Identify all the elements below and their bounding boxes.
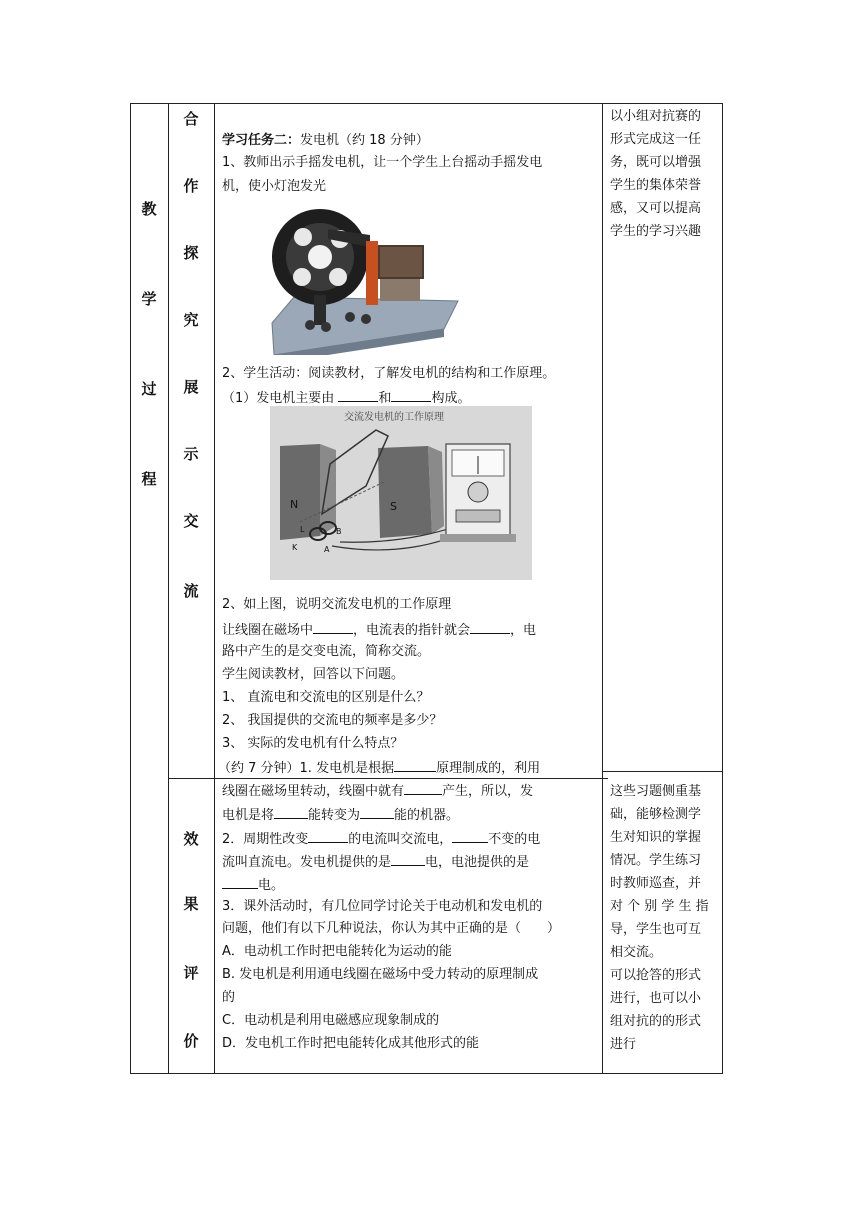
reading-instruction: 学生阅读教材，回答以下问题。 (222, 667, 405, 682)
q1-text-c: 构成。 (431, 391, 471, 406)
note-line: 形式完成这一任 (610, 132, 702, 147)
exercise1-line2 (222, 780, 533, 801)
note-line: 进行，也可以小 (610, 991, 702, 1006)
section1-label-char: 流 (183, 582, 199, 600)
task-title-text: 发电机（约 18 分钟） (300, 133, 429, 148)
answer-blank[interactable] (308, 828, 348, 843)
step3-line1: 2、如上图，说明交流发电机的工作原理 (222, 597, 452, 612)
answer-blank[interactable] (452, 828, 488, 843)
section1-label-char: 展 (183, 378, 199, 396)
section1-label-char: 交 (183, 512, 199, 530)
magnet-label-s: S (390, 500, 397, 513)
exercise2-line2 (222, 851, 529, 872)
section1-label-char: 合 (183, 110, 199, 128)
ex1-text-a: （约 7 分钟）1. 发电机是根据 (218, 761, 395, 776)
table-right-border (722, 103, 723, 1074)
answer-blank[interactable] (404, 780, 442, 795)
section2-label-char: 评 (183, 964, 199, 982)
magnet-label-n: N (290, 498, 299, 511)
exercise2-line1 (222, 828, 540, 849)
note-line: 感，又可以提高 (610, 201, 702, 216)
column-divider-2 (214, 103, 215, 1074)
step3-text-a: 让线圈在磁场中 (222, 623, 314, 638)
note-line: 可以抢答的形式 (610, 968, 702, 983)
note-line: 这些习题侧重基 (610, 784, 702, 799)
note-line: 时教师巡查，并 (610, 876, 702, 891)
exercise1-line1 (218, 757, 540, 778)
brush-label-l: L (300, 525, 305, 534)
note-line: 组对抗的的形式 (610, 1014, 702, 1029)
reading-question: 2、 我国提供的交流电的频率是多少？ (222, 713, 443, 728)
ex1-line2-text-a: 线圈在磁场里转动，线圈中就有 (222, 784, 405, 799)
section1-label-char: 示 (183, 445, 199, 463)
ex1-text-b: 原理制成的，利用 (436, 761, 541, 776)
option-b-line2[interactable]: 的 (222, 990, 236, 1005)
question-structure (222, 387, 470, 408)
section1-label-char: 探 (183, 244, 199, 262)
note-line: 生对知识的掌握 (610, 830, 702, 845)
section1-label-char: 究 (183, 311, 199, 329)
task-title-label: 学习任务二： (222, 133, 301, 148)
section2-label-char: 价 (183, 1032, 199, 1050)
table-top-border (130, 103, 723, 104)
table-left-border (130, 103, 131, 1074)
reading-question: 3、 实际的发电机有什么特点？ (222, 736, 404, 751)
row-divider-right (602, 771, 723, 772)
answer-blank[interactable] (391, 387, 431, 402)
option-d[interactable]: D．发电机工作时把电能转化成其他形式的能 (222, 1036, 480, 1051)
note-line: 进行 (610, 1037, 637, 1052)
answer-blank[interactable] (274, 804, 308, 819)
step3-line3: 路中产生的是交变电流，简称交流。 (222, 644, 431, 659)
note-line: 学生的集体荣誉 (610, 178, 702, 193)
phase-label-char: 教 (141, 200, 157, 218)
hand-crank-generator-image (268, 205, 462, 355)
answer-blank[interactable] (338, 387, 378, 402)
column-divider-1 (168, 103, 169, 1074)
ring-label-k: K (292, 543, 298, 552)
phase-label-char: 学 (141, 290, 157, 308)
ex1-line3-text-a: 电机是将 (222, 808, 275, 823)
ex2-line2-text-a: 流叫直流电。发电机提供的是 (222, 855, 392, 870)
section2-label-char: 效 (183, 830, 199, 848)
brush-label-b: B (336, 527, 342, 536)
ex2-text-b: 的电流叫交流电， (348, 832, 453, 847)
answer-blank[interactable] (222, 874, 258, 889)
answer-blank[interactable] (470, 619, 510, 634)
q1-text-a: （1）发电机主要由 (222, 391, 335, 406)
ex2-line2-text-b: 电，电池提供的是 (425, 855, 530, 870)
ex2-text-c: 不变的电 (488, 832, 541, 847)
ex2-line3-text: 电。 (258, 878, 285, 893)
note-line: 务，既可以增强 (610, 155, 702, 170)
note-line: 导，学生也可互 (610, 922, 702, 937)
exercise2-line3 (222, 874, 284, 895)
generator-drawing (268, 205, 462, 355)
ex1-line2-text-b: 产生，所以，发 (442, 784, 534, 799)
exercise1-line3 (222, 804, 459, 825)
step3-text-b: ，电流表的指针就会 (353, 623, 471, 638)
option-a[interactable]: A．电动机工作时把电能转化为运动的能 (222, 944, 452, 959)
note-line: 础，能够检测学 (610, 807, 702, 822)
note-line: 学生的学习兴趣 (610, 224, 702, 239)
section2-label-char: 果 (183, 895, 199, 913)
row-divider-left (168, 778, 608, 779)
ex1-line3-text-b: 能转变为 (308, 808, 361, 823)
step3-line2 (222, 619, 536, 640)
note-line: 对 个 别 学 生 指 (610, 899, 709, 914)
ring-label-a: A (324, 545, 330, 554)
step1-line1: 1、教师出示手摇发电机，让一个学生上台摇动手摇发电 (222, 155, 543, 170)
column-divider-3 (602, 103, 603, 1074)
ex1-line3-text-c: 能的机器。 (394, 808, 460, 823)
note-line: 相交流。 (610, 945, 663, 960)
option-c[interactable]: C．电动机是利用电磁感应现象制成的 (222, 1013, 440, 1028)
exercise3-line2: 问题，他们有以下几种说法，你认为其中正确的是（ ） (222, 921, 561, 936)
section1-label-char: 作 (183, 177, 199, 195)
table-bottom-border (130, 1073, 723, 1074)
option-b-line1[interactable]: B. 发电机是利用通电线圈在磁场中受力转动的原理制成 (222, 967, 539, 982)
ac-generator-diagram (270, 406, 532, 580)
answer-blank[interactable] (360, 804, 394, 819)
exercise3-line1: 3．课外活动时，有几位同学讨论关于电动机和发电机的 (222, 899, 543, 914)
q1-text-b: 和 (378, 391, 392, 406)
diagram-title: 交流发电机的工作原理 (344, 412, 444, 423)
step2-line1: 2、学生活动：阅读教材，了解发电机的结构和工作原理。 (222, 366, 556, 381)
step1-line2: 机，使小灯泡发光 (222, 179, 327, 194)
phase-label-char: 过 (141, 380, 157, 398)
note-line: 情况。学生练习 (610, 853, 702, 868)
ac-generator-drawing (270, 406, 532, 580)
ex2-text-a: 2．周期性改变 (222, 832, 309, 847)
note-line: 以小组对抗赛的 (610, 109, 702, 124)
task-title (222, 131, 429, 150)
phase-label-char: 程 (141, 470, 157, 488)
step3-text-c: ，电 (510, 623, 537, 638)
reading-question: 1、 直流电和交流电的区别是什么？ (222, 690, 430, 705)
answer-blank[interactable] (394, 757, 436, 772)
answer-blank[interactable] (313, 619, 353, 634)
answer-blank[interactable] (391, 851, 425, 866)
